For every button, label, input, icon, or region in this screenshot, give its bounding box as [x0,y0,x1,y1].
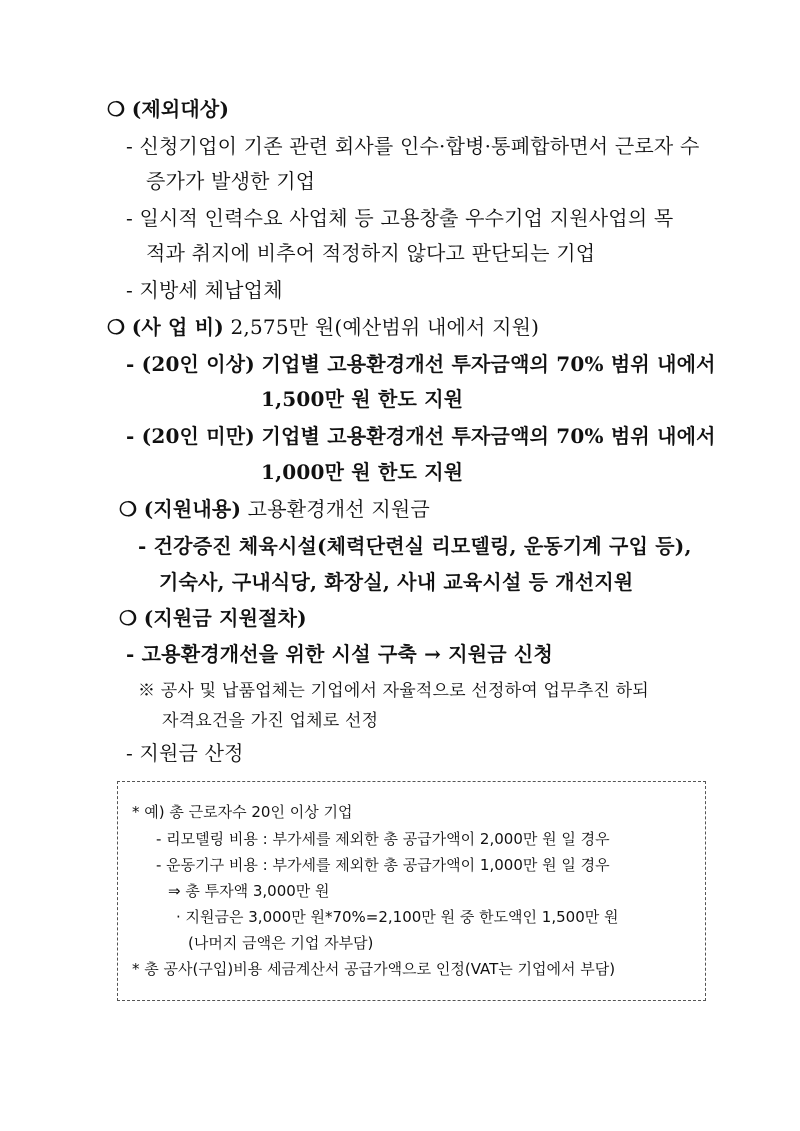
budget-under20-text: 기업별 고용환경개선 투자금액의 70% 범위 내에서 [261,424,716,448]
budget-under20 [126,423,716,449]
content-text: 고용환경개선 지원금 [247,497,430,521]
content-title: (지원내용) [143,497,242,521]
exclusion-title: (제외대상) [131,97,230,121]
budget-under20-label: - (20인 미만) [126,424,255,448]
budget-heading [107,314,539,340]
exclusion-item-2: - 일시적 인력수요 사업체 등 고용창출 우수기업 지원사업의 목 [126,206,674,230]
example-line-1: * 예) 총 근로자수 20인 이상 기업 [132,803,353,821]
procedure-title: (지원금 지원절차) [143,606,307,630]
content-heading [119,496,430,522]
example-line-7: * 총 공사(구입)비용 세금계산서 공급가액으로 인정(VAT는 기업에서 부담) [132,960,616,978]
example-line-6: (나머지 금액은 기업 자부담) [188,934,374,952]
budget-over20-limit-text: 1,500만 원 한도 지원 [261,387,464,411]
exclusion-item-3: - 지방세 체납업체 [126,278,283,302]
procedure-step-text: - 고용환경개선을 위한 시설 구축 → 지원금 신청 [126,642,553,666]
budget-over20-text: 기업별 고용환경개선 투자금액의 70% 범위 내에서 [261,352,716,376]
example-line-2: - 리모델링 비용 : 부가세를 제외한 총 공급가액이 2,000만 원 일 경우 [156,830,610,848]
example-line-4: ⇒ 총 투자액 3,000만 원 [168,882,330,900]
example-line-5: · 지원금은 3,000만 원*70%=2,100만 원 중 한도액인 1,500만 원 [176,908,619,926]
budget-over20-limit [261,386,463,412]
budget-over20-label: - (20인 이상) [126,352,255,376]
exclusion-item-1-cont: 증가가 발생한 기업 [146,169,316,193]
content-line-2 [159,569,633,595]
content-line-1-text: - 건강증진 체육시설(체력단련실 리모델링, 운동기계 구입 등), [138,534,692,558]
example-line-3: - 운동기구 비용 : 부가세를 제외한 총 공급가액이 1,000만 원 일 경우 [156,856,610,874]
exclusion-item-1: - 신청기업이 기존 관련 회사를 인수·합병·통폐합하면서 근로자 수 [126,134,700,158]
budget-under20-limit [261,459,463,485]
exclusion-item-2-cont: 적과 취지에 비추어 적정하지 않다고 판단되는 기업 [146,241,596,265]
example-box [117,781,706,1001]
exclusion-heading [107,96,229,122]
bullet-icon: ❍ [107,97,126,121]
budget-under20-limit-text: 1,000만 원 한도 지원 [261,460,464,484]
budget-amount: 2,575만 원(예산범위 내에서 지원) [230,315,540,339]
bullet-icon: ❍ [119,606,138,630]
budget-title: (사 업 비) [131,315,224,339]
content-line-2-text: 기숙사, 구내식당, 화장실, 사내 교육시설 등 개선지원 [159,570,634,594]
procedure-calc: - 지원금 산정 [126,741,244,765]
budget-over20 [126,351,716,377]
procedure-note-2: 자격요건을 가진 업체로 선정 [162,711,379,731]
content-line-1 [138,533,692,559]
procedure-heading [119,605,307,631]
procedure-step [126,641,553,667]
bullet-icon: ❍ [107,315,126,339]
procedure-note-1: ※ 공사 및 납품업체는 기업에서 자율적으로 선정하여 업무추진 하되 [138,681,649,701]
bullet-icon: ❍ [119,497,138,521]
